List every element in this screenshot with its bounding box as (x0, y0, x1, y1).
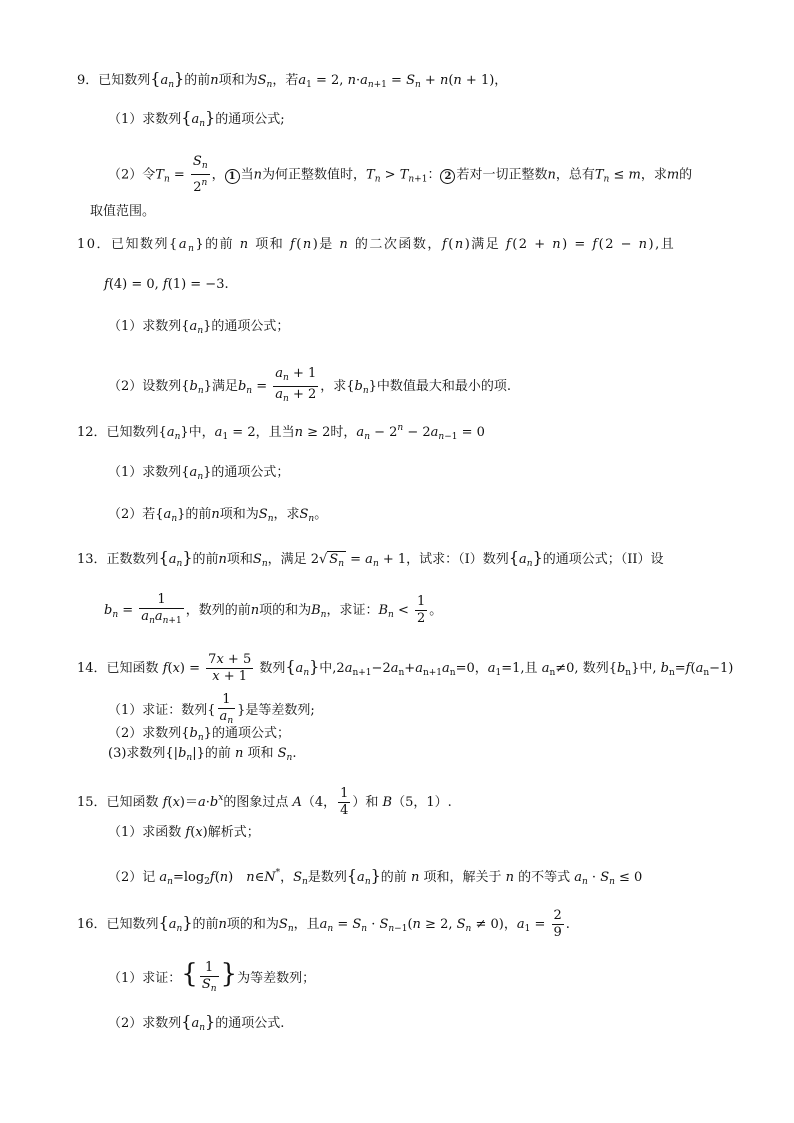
fraction: $\frac{1}{4}$ (340, 786, 349, 818)
problem-9-stem-text: ．已知数列$\{a_n\}$的前n项和为$S_n$，若$a_1 = 2$, $n\cdot a_{n+1} = S_n + n(n + 1)$， (85, 69, 508, 90)
problem-number: 10 (77, 237, 97, 252)
problem-14-stem: 14．已知函数 f(x) = $\frac{7x + 5}{x + 1}$ 数列$\{a_n\}$中$,2a_{n+1}-2a_n+a_{n+1}a_n=0$，$a_1=1$,且 $a_n\ne 0$, 数列$\{b_n\}$中, $b_n=f(a_n-1)$ (77, 652, 734, 684)
problem-16-part-2: （2）求数列$\{a_n\}$的通项公式. (108, 1012, 285, 1033)
problem-13-stem: 13．正数数列$\{a_n\}$的前n项和$S_n$，满足 2√ $S_n = a_n + 1$，试求：（I）数列$\{a_n\}$的通项公式；（II）设 (77, 548, 664, 569)
fraction: $\frac{a_n + 1}{a_n + 2}$ (275, 366, 317, 404)
problem-10-part-1: （1）求数列$\{a_n\}$的通项公式； (108, 319, 290, 336)
problem-number: 15 (77, 795, 94, 810)
circled-1-icon: 1 (225, 169, 240, 184)
fraction: $\frac{7x + 5}{x + 1}$ (208, 652, 252, 684)
problem-9-part-1: （1）求数列$\{a_n\}$的通项公式; (108, 108, 285, 129)
problem-number: 12 (77, 425, 94, 440)
problem-15-stem: 15．已知函数 $f(x)=a\cdot b^x$的图象过点 A（4， $\frac{1}{4}$ ）和 B（5，1）. (77, 786, 452, 818)
fraction: $\frac{1}{a_na_{n+1}}$ (141, 592, 182, 626)
fraction: $\frac{2}{9}$ (553, 908, 562, 940)
problem-number: 14 (77, 661, 94, 676)
circled-2-icon: 2 (440, 169, 455, 184)
problem-12-stem: 12．已知数列$\{a_n\}$中，$a_1 = 2$，且当n ≥ 2时，$a_n - 2^n - 2a_{n-1} = 0$ (77, 423, 485, 442)
problem-number: 16 (77, 917, 94, 932)
problem-12-part-2: （2）若$\{a_n\}$的前n项和为$S_n$，求$S_n$。 (108, 507, 328, 524)
problem-number: 13 (77, 552, 94, 567)
problem-number: 9 (77, 73, 86, 88)
problem-14-part-1: （1）求证：数列{ $\frac{1}{a_n}$ }是等差数列; (108, 692, 315, 729)
problem-14-part-2: （2）求数列$\{b_n\}$的通项公式； (108, 726, 290, 743)
problem-16-part-1: （1）求证：{ $\frac{1}{S_n}$ }为等差数列； (108, 960, 315, 997)
problem-13-stem-cont: $b_n$ = $\frac{1}{a_na_{n+1}}$ ，数列的前n项的和为$B_n$，求证：$B_n$ < $\frac{1}{2}$ 。 (104, 592, 442, 629)
problem-12-part-1: （1）求数列$\{a_n\}$的通项公式； (108, 465, 290, 482)
problem-9-part-2-cont: 取值范围。 (90, 204, 156, 219)
problem-16-stem: 16．已知数列$\{a_n\}$的前n项的和为$S_n$，且$a_n = S_n \cdot S_{n-1}(n \ge 2$, $S_n \ne 0$)，$a_1$ = $\frac{2}{9}$ . (77, 908, 570, 940)
problem-9-part-2: （2）令$T_n$ = $\frac{S_n}{2^n}$ ， 1 当n为何正整数值时，$T_n > T_{n+1}$： 2 若对一切正整数n，总有$T_n \le m$，求m的 (108, 154, 693, 195)
problem-14-part-3: (3)求数列$\{|b_n|\}$的前 n 项和 $S_n$. (108, 746, 297, 763)
problem-9-stem (77, 71, 507, 90)
fraction: $\frac{S_n}{2^n}$ (192, 154, 208, 195)
problem-10-part-2: （2）设数列$\{b_n\}$满足$b_n$ = $\frac{a_n + 1}{a_n + 2}$ ，求$\{b_n\}$中数值最大和最小的项. (108, 366, 511, 407)
fraction: $\frac{1}{2}$ (417, 594, 426, 626)
problem-15-part-2: （2）记 $a_n=\log_2f(n)$ n∈N*，$S_n$是数列$\{a_n\}$的前 n 项和，解关于 n 的不等式 $a_n \cdot S_n \le 0$ (108, 866, 643, 887)
fraction: $\frac{1}{a_n}$ (219, 692, 234, 726)
fraction: $\frac{1}{S_n}$ (201, 960, 217, 994)
problem-15-part-1: （1）求函数 f(x)解析式； (108, 825, 260, 840)
problem-10-stem-cont: f(4) = 0, f(1) = −3. (104, 277, 229, 292)
problem-10-stem: 10．已知数列$\{a_n\}$的前 n 项和 f(n)是 n 的二次函数，f(n)满足 f(2 + n) = f(2 − n),且 (77, 237, 676, 254)
